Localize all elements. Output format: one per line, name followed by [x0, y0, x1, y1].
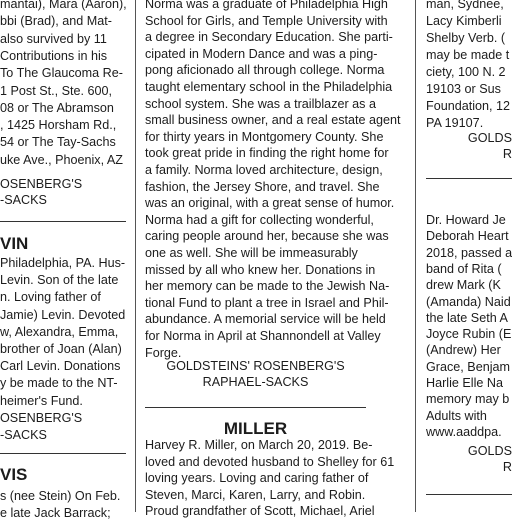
obituary-text-line: was an original, with a great sense of humor.	[145, 196, 395, 211]
left-column	[0, 0, 127, 520]
section-divider	[426, 494, 512, 495]
obituary-text-line: pong aficionado all through college. Norma	[145, 63, 385, 78]
obituary-text-line: Contributions in his	[0, 48, 108, 63]
obituary-text-line: Steven, Marci, Karen, Larry, and Robin.	[145, 487, 366, 502]
obituary-text-line: loved and devoted husband to Shelley for 61	[145, 454, 395, 469]
obituary-text-line: (Andrew) Her	[426, 343, 501, 358]
obituary-text-line: abundance. A memorial service will be held	[145, 312, 386, 327]
obituary-text-line: w, Alexandra, Emma,	[0, 324, 119, 339]
obituary-text-line: missed by all who knew her. Donations in	[145, 262, 376, 277]
obituary-text-line: drew Mark (K	[426, 278, 501, 293]
obituary-text-line: OSENBERG'S	[0, 410, 83, 425]
funeral-home-line: R	[502, 147, 512, 161]
obituary-text-line: Foundation, 12	[426, 99, 511, 113]
obituary-text-line: Lacy Kimberli	[426, 14, 502, 28]
funeral-home-line: GOLDSTEINS' ROSENBERG'S	[166, 359, 345, 373]
funeral-home-line: RAPHAEL-SACKS	[202, 375, 309, 389]
obituary-text-line: Forge.	[145, 345, 182, 360]
obituary-text-line: Harvey R. Miller, on March 20, 2019. Be-	[145, 438, 373, 452]
obituary-text-line: tional Fund to plant a tree in Israel and Phil-	[145, 295, 389, 310]
obituary-text-line: cipated in Modern Dance and was a ping-	[145, 46, 378, 61]
obituary-name-heading: MILLER	[223, 419, 288, 438]
obituary-text-line: Dr. Howard Je	[426, 213, 506, 227]
column-divider	[415, 0, 416, 512]
obituary-text-line: ciety, 100 N. 2	[426, 65, 506, 79]
obituary-text-line: may be made t	[426, 48, 510, 62]
obituary-text-line: memory may b	[426, 392, 510, 407]
funeral-home-line: R	[502, 460, 512, 474]
obituary-text-line: the late Seth A	[426, 310, 508, 325]
obituary-text-line: n. Loving father of	[0, 290, 101, 305]
obituary-text-line: s (nee Stein) On Feb.	[0, 489, 121, 503]
obituary-text-line: www.aaddpa.	[426, 424, 502, 439]
obituary-text-line: 54 or The Tay-Sachs	[0, 135, 116, 150]
obituary-text-line: PA 19107.	[426, 116, 484, 130]
obituary-text-line: Levin. Son of the late	[0, 273, 119, 288]
obituary-text-line: fashion, the Jersey Shore, and travel. She	[145, 179, 380, 194]
obituary-text-line: Carl Levin. Donations	[0, 359, 121, 374]
obituary-text-line: e late Jack Barrack;	[0, 506, 111, 520]
obituary-text-line: -SACKS	[0, 428, 47, 442]
obituary-text-line: for Norma in April at Shannondell at Valley	[145, 329, 381, 343]
obituary-text-line: Deborah Heart	[426, 229, 509, 244]
obituary-text-line: for thirty years in Montgomery County. She	[145, 129, 384, 144]
obituary-text-line: also survived by 11	[0, 31, 107, 46]
section-divider	[0, 221, 126, 222]
obituary-text-line: man, Sydnee,	[426, 0, 504, 11]
right-column	[426, 0, 512, 512]
obituary-text-line: loving years. Loving and caring father of	[145, 471, 369, 485]
obituary-text-line: To The Glaucoma Re-	[0, 66, 123, 81]
section-divider	[0, 453, 126, 454]
obituary-text-line: school system. She was a trailblazer as a	[145, 96, 376, 111]
obituary-text-line: Philadelphia, PA. Hus-	[0, 256, 126, 270]
funeral-home-line: GOLDS	[467, 131, 512, 145]
obituary-text-line: mantai), Mara (Aaron),	[0, 0, 127, 11]
obituary-text-line: Jamie) Levin. Devoted	[0, 307, 126, 322]
obituary-text-line: heimer's Fund.	[0, 393, 83, 408]
obituary-text-line: taught elementary school in the Philadelphia	[145, 80, 393, 94]
obituary-text-line: Shelby Verb. (	[426, 31, 506, 45]
column-divider	[135, 0, 136, 512]
funeral-home-line: -SACKS	[0, 193, 47, 207]
obituary-text-line: Norma had a gift for collecting wonderful,	[145, 212, 374, 227]
obituary-text-line: uke Ave., Phoenix, AZ	[0, 152, 123, 167]
obituary-text-line: Adults with	[426, 408, 487, 423]
obituary-text-line: 1 Post St., Ste. 600,	[0, 83, 113, 98]
obituary-text-line: 2018, passed a	[426, 245, 512, 260]
obituary-text-line: bbi (Brad), and Mat-	[0, 14, 112, 29]
obituary-text-line: 19103 or Sus	[426, 82, 501, 96]
obituary-text-line: one as well. She will be immeasurably	[145, 246, 358, 260]
obituary-text-line: (Amanda) Naid	[426, 294, 511, 309]
section-divider	[426, 178, 512, 179]
obituary-text-line: brother of Joan (Alan)	[0, 342, 122, 356]
obituary-text-line: Joyce Rubin (E	[426, 327, 512, 342]
obituary-text-line: Grace, Benjam	[426, 359, 510, 374]
obituary-text-line: caring people around her, because she was	[145, 229, 389, 244]
obituary-text-line: , 1425 Horsham Rd.,	[0, 118, 117, 133]
obituary-text-line: small business owner, and a real estate agent	[145, 113, 401, 128]
obituary-text-line: y be made to the NT-	[0, 376, 118, 391]
obituary-text-line: Norma was a graduate of Philadelphia High	[145, 0, 388, 11]
funeral-home-line: GOLDS	[467, 444, 512, 458]
section-divider	[145, 407, 366, 408]
obituary-text-line: 08 or The Abramson	[0, 100, 114, 115]
obituary-text-line: Harlie Elle Na	[426, 376, 503, 390]
obituary-text-line: School for Girls, and Temple University with	[145, 13, 388, 28]
obituary-name-heading: VIN	[0, 234, 29, 253]
obituary-text-line: band of Rita (	[426, 261, 502, 276]
middle-column	[145, 0, 401, 518]
obituary-text-line: a family. Norma loved architecture, design,	[145, 163, 383, 177]
obituary-text-line: took great pride in finding the right home for	[145, 146, 389, 161]
obituary-text-line: her memory can be made to the Jewish Na-	[145, 279, 390, 294]
obituary-name-heading: VIS	[0, 465, 28, 484]
funeral-home-line: OSENBERG'S	[0, 177, 83, 191]
obituary-text-line: Proud grandfather of Scott, Michael, Ariel	[145, 504, 375, 518]
obituary-text-line: a degree in Secondary Education. She parti-	[145, 30, 393, 45]
